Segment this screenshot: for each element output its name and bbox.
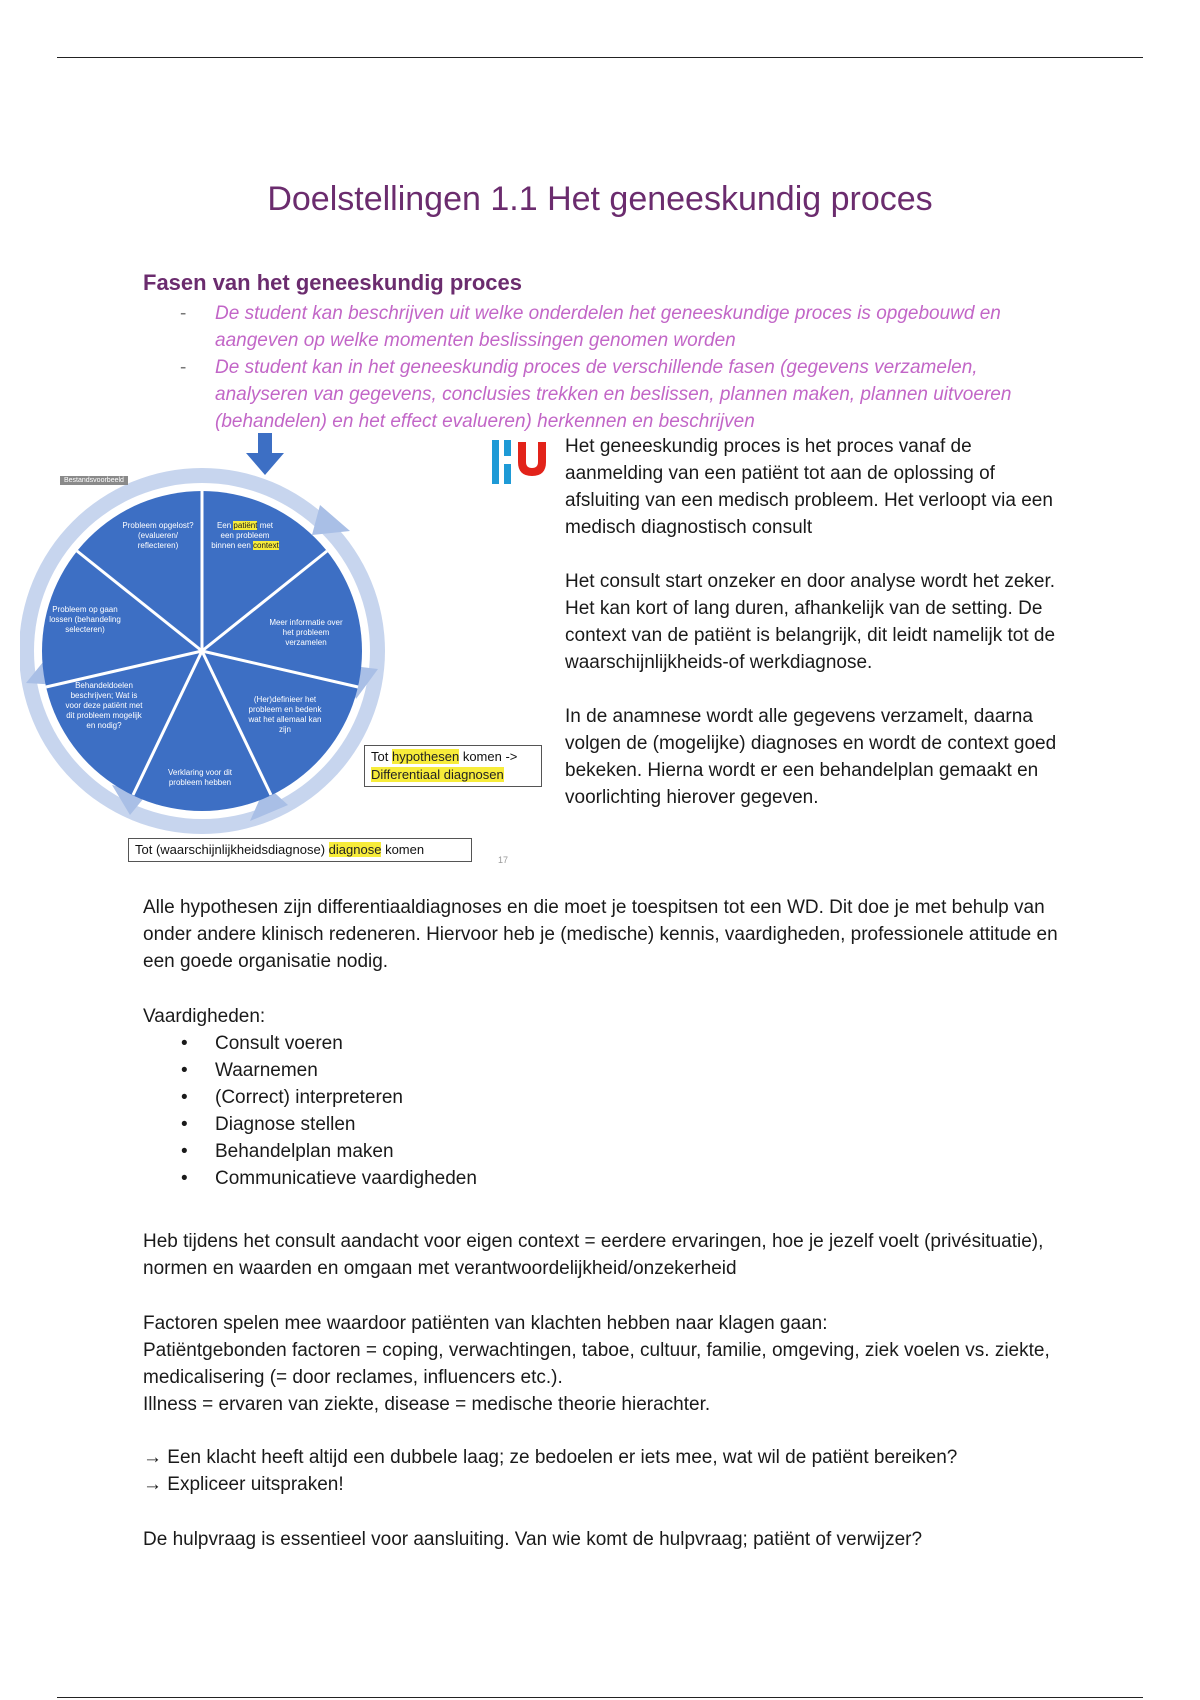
skill-item: • (Correct) interpreteren [143,1084,1063,1111]
top-rule [57,57,1143,58]
bottom-rule [57,1697,1143,1698]
page-title: Doelstellingen 1.1 Het geneeskundig proces [267,180,933,218]
factors-line: Patiëntgebonden factoren = coping, verwachtingen, taboe, cultuur, familie, omgeving, ziek voelen vs. ziekte, medicalisering (= door reclames, influencers etc.). [143,1340,1050,1388]
side-paragraph: In de anamnese wordt alle gegevens verzamelt, daarna volgen de (mogelijke) diagnoses en wordt de context goed bekeken. Hierna wordt er een behandelplan gemaakt en voorlichting hierover gegeven. [565,706,1057,808]
segment-evaluate: Probleem opgelost? (evalueren/ reflecteren) [122,521,194,550]
side-paragraph: Het geneeskundig proces is het proces vanaf de aanmelding van een patiënt tot aan de oplossing of afsluiting van een medisch probleem. Het verloopt via een medisch diagnostisch consult [565,436,1053,538]
factors-line: Factoren spelen mee waardoor patiënten van klachten hebben naar klagen gaan: [143,1313,828,1334]
diagnosis-box: Tot (waarschijnlijkheidsdiagnose) diagnose komen [128,838,472,862]
hypotheses-paragraph: Alle hypothesen zijn differentiaaldiagnoses en die moet je toespitsen tot een WD. Dit doe je met behulp van onder andere klinisch redeneren. Hiervoor heb je (medische) kennis, vaardigheden, professionele attitude en een goede organisatie nodig. [143,897,1058,972]
skill-item: • Waarnemen [143,1057,1063,1084]
segment-gather-info: Meer informatie over het probleem verzamelen [269,618,343,647]
goal-item: - De student kan beschrijven uit welke onderdelen het geneeskundige proces is opgebouwd en aangeven op welke momenten beslissingen genomen worden [180,303,1001,351]
hypotheses-box: Tot hypothesen komen -> Differentiaal diagnosen [364,745,542,787]
factors-line: Illness = ervaren van ziekte, disease = medische theorie hierachter. [143,1394,711,1415]
slide-page-number: 17 [498,855,509,865]
segment-explanation: Verklaring voor dit probleem hebben [167,768,233,787]
goal-text: De student kan in het geneeskundig proces de verschillende fasen (gegevens verzamelen, analyseren van gegevens, conclusies trekken en beslissen, plannen maken, plannen uitvoeren (behandelen) en het effect evalueren) herkennen en beschrijven [215,357,1012,432]
arrow-point: → Een klacht heeft altijd een dubbele laag; ze bedoelen er iets mee, wat wil de patiënt bereiken? [143,1447,958,1468]
skills-list [143,1030,1063,1192]
segment-treatment-goals: Behandeldoelen beschrijven; Wat is voor deze patiënt met dit probleem mogelijk en nodig? [65,681,143,730]
skill-item: • Consult voeren [143,1030,1063,1057]
skill-item: • Communicatieve vaardigheden [143,1165,1063,1192]
context-paragraph: Heb tijdens het consult aandacht voor eigen context = eerdere ervaringen, hoe je jezelf voelt (privésituatie), normen en waarden en omgaan met verantwoordelijkheid/onzekerheid [143,1231,1044,1279]
arrow-points [143,1444,1063,1498]
process-description [565,433,1065,838]
corner-label: Bestandsvoorbeeld [60,476,128,485]
skill-item: • Behandelplan maken [143,1138,1063,1165]
skills-section [143,1003,1063,1192]
process-diagram [20,433,550,873]
entry-arrow-shaft [258,433,272,455]
segment-patient: Een patiënt met een probleem binnen een context [211,521,279,550]
entry-arrow-head [246,453,284,475]
segment-solve-problem: Probleem op gaan lossen (behandeling selecteren) [49,605,121,634]
section-heading: Fasen van het geneeskundig proces [143,270,523,295]
goal-text: De student kan beschrijven uit welke onderdelen het geneeskundige proces is opgebouwd en aangeven op welke momenten beslissingen genomen worden [215,303,1001,351]
process-wheel [20,433,550,873]
skills-heading: Vaardigheden: [143,1006,266,1027]
hu-logo [490,438,548,486]
segment-define-problem: (Her)definieer het probleem en bedenk wat het allemaal kan zijn [248,695,322,734]
goal-item: - De student kan in het geneeskundig proces de verschillende fasen (gegevens verzamelen, analyseren van gegevens, conclusies trekken en beslissen, plannen maken, plannen uitvoeren (behandelen) en het effect evalueren) herkennen en beschrijven [180,357,1012,432]
help-paragraph: De hulpvraag is essentieel voor aansluiting. Van wie komt de hulpvraag; patiënt of verwijzer? [143,1529,923,1550]
factors-section [143,1310,1063,1418]
goals-list [143,300,1073,435]
skill-item: • Diagnose stellen [143,1111,1063,1138]
arrow-point: → Expliceer uitspraken! [143,1474,344,1495]
side-paragraph: Het consult start onzeker en door analyse wordt het zeker. Het kan kort of lang duren, afhankelijk van de setting. De context van de patiënt is belangrijk, dit leidt namelijk tot de waarschijnlijkheids-of werkdiagnose. [565,571,1056,673]
